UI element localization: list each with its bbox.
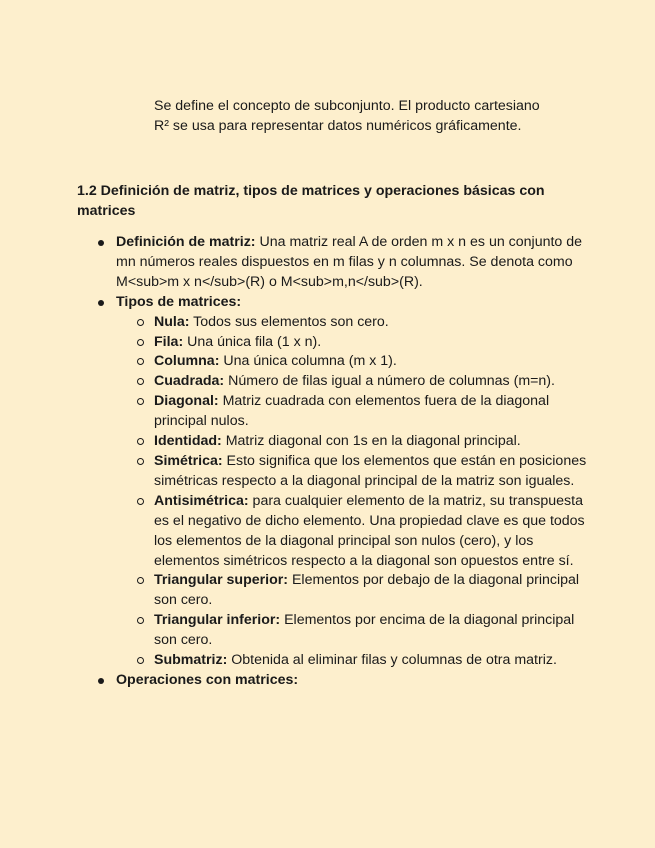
type-term: Diagonal: — [154, 393, 219, 410]
type-text: Matriz cuadrada con elementos fuera de la diagonal principal nulos. — [154, 393, 550, 430]
type-text: Número de filas igual a número de columnas (m=n). — [224, 373, 555, 390]
type-text: Elementos por debajo de la diagonal principal son cero. — [154, 572, 580, 609]
operations-bullet — [116, 671, 596, 691]
type-term: Nula: — [154, 313, 190, 330]
types-sublist — [116, 313, 596, 671]
type-term: Simétrica: — [154, 452, 223, 469]
type-item-diagonal — [154, 392, 596, 432]
main-bullet-list — [116, 233, 596, 691]
type-item-nula — [154, 313, 596, 333]
type-term: Identidad: — [154, 433, 222, 450]
type-text: Esto significa que los elementos que están en posiciones simétricas respecto a la diagonal principal de la matriz son iguales. — [154, 452, 587, 489]
type-item-identidad — [154, 432, 596, 452]
section-heading: 1.2 Definición de matriz, tipos de matrices y operaciones básicas con matrices — [77, 183, 545, 219]
type-item-columna — [154, 352, 596, 372]
type-text: Una única fila (1 x n). — [183, 333, 322, 350]
type-item-submatriz — [154, 651, 596, 671]
type-term: Submatriz: — [154, 652, 228, 669]
type-item-triangular-superior — [154, 571, 596, 611]
type-term: Columna: — [154, 353, 220, 370]
intro-paragraph — [154, 96, 624, 136]
type-text: Obtenida al eliminar filas y columnas de otra matriz. — [227, 652, 557, 669]
definition-bullet — [116, 233, 596, 293]
type-item-cuadrada — [154, 372, 596, 392]
intro-line-1: Se define el concepto de subconjunto. El producto cartesiano — [154, 98, 540, 114]
type-term: Fila: — [154, 333, 184, 350]
type-text: para cualquier elemento de la matriz, su transpuesta es el negativo de dicho elemento. Una propiedad clave es que todos los elementos de la diagonal principal son nulos (cero), y los elementos simétricos respecto a la diagonal son opuestos entre sí. — [154, 492, 585, 569]
type-text: Elementos por encima de la diagonal principal son cero. — [154, 612, 575, 649]
type-text: Matriz diagonal con 1s en la diagonal principal. — [221, 433, 521, 450]
operations-term: Operaciones con matrices: — [116, 671, 299, 688]
type-text: Una única columna (m x 1). — [219, 353, 397, 370]
types-term: Tipos de matrices: — [116, 293, 242, 310]
type-item-fila — [154, 333, 596, 353]
definition-term: Definición de matriz: — [116, 234, 256, 250]
definition-text: Una matriz real A de orden m x n es un conjunto de mn números reales dispuestos en m filas y n columnas. Se denota como M<sub>m x n</sub>(R) o M<sub>m,n</sub>(R). — [116, 234, 583, 290]
type-term: Triangular superior: — [154, 572, 289, 589]
type-item-simetrica — [154, 452, 596, 492]
type-item-triangular-inferior — [154, 611, 596, 651]
type-item-antisimetrica — [154, 492, 596, 572]
type-term: Antisimétrica: — [154, 492, 249, 509]
type-term: Triangular inferior: — [154, 612, 281, 629]
intro-line-2: R² se usa para representar datos numéricos gráficamente. — [154, 118, 522, 134]
types-bullet — [116, 293, 596, 671]
type-text: Todos sus elementos son cero. — [189, 313, 389, 330]
type-term: Cuadrada: — [154, 373, 225, 390]
